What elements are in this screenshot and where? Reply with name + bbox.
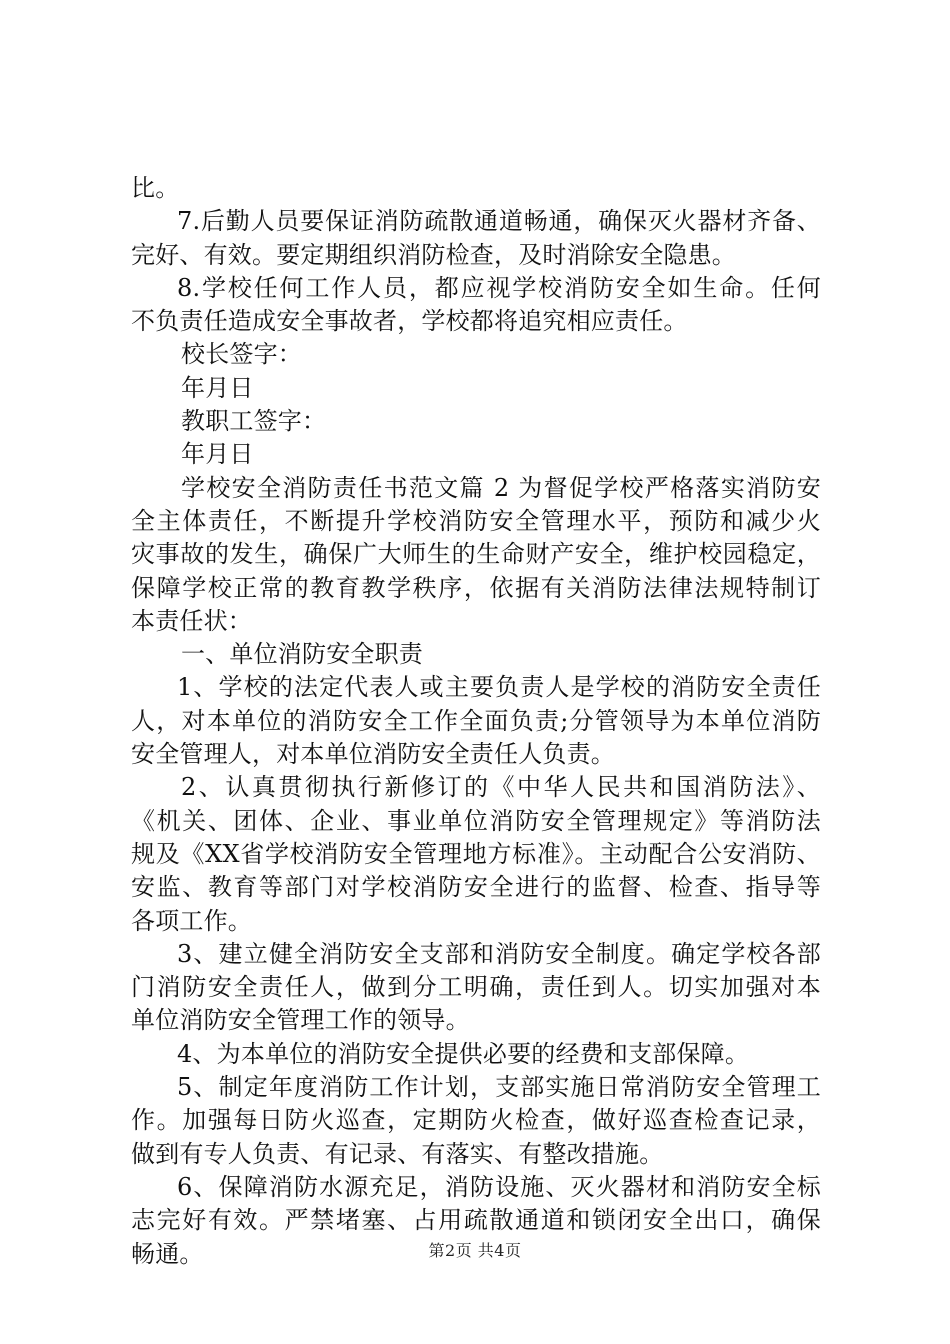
text-line: 4、为本单位的消防安全提供必要的经费和支部保障。	[177, 1039, 750, 1068]
text-line: 作。加强每日防火巡查，定期防火检查，做好巡查检查记录，	[131, 1106, 821, 1135]
text-line: 门消防安全责任人，做到分工明确，责任到人。切实加强对本	[131, 973, 821, 1002]
date-line: 年月日	[181, 373, 254, 402]
signature-label-staff: 教职工签字：	[181, 407, 327, 436]
signature-label-principal: 校长签字：	[181, 340, 302, 369]
text-line: 全主体责任，不断提升学校消防安全管理水平，预防和减少火	[131, 506, 821, 535]
text-line: 5、制定年度消防工作计划，支部实施日常消防安全管理工	[177, 1073, 821, 1102]
text-line: 《机关、团体、企业、事业单位消防安全管理规定》等消防法	[131, 806, 821, 835]
text-line: 7.后勤人员要保证消防疏散通道畅通，确保灭火器材齐备、	[177, 207, 821, 236]
text-line: 学校安全消防责任书范文篇 2 为督促学校严格落实消防安	[181, 473, 821, 502]
document-body	[131, 172, 821, 1271]
text-line: 畅通。	[131, 1239, 204, 1268]
text-line: 8.学校任何工作人员，都应视学校消防安全如生命。任何	[177, 273, 821, 302]
text-line: 保障学校正常的教育教学秩序，依据有关消防法律法规特制订	[131, 573, 821, 602]
text-line: 2、认真贯彻执行新修订的《中华人民共和国消防法》、	[181, 773, 821, 802]
text-line: 完好、有效。要定期组织消防检查，及时消除安全隐患。	[131, 240, 736, 269]
text-line: 1、学校的法定代表人或主要负责人是学校的消防安全责任	[177, 673, 821, 702]
text-line: 比。	[131, 174, 180, 202]
text-line: 本责任状：	[131, 606, 252, 635]
text-line: 3、建立健全消防安全支部和消防安全制度。确定学校各部	[177, 939, 821, 968]
text-line: 灾事故的发生，确保广大师生的生命财产安全，维护校园稳定，	[131, 540, 821, 569]
text-line: 6、保障消防水源充足，消防设施、灭火器材和消防安全标	[177, 1172, 821, 1201]
text-line: 单位消防安全管理工作的领导。	[131, 1006, 470, 1035]
date-line: 年月日	[181, 440, 254, 469]
text-line: 人，对本单位的消防安全工作全面负责;分管领导为本单位消防	[131, 706, 821, 735]
text-line: 安监、教育等部门对学校消防安全进行的监督、检查、指导等	[131, 873, 821, 902]
page-number: 第2页 共4页	[428, 1241, 522, 1260]
text-line: 安全管理人，对本单位消防安全责任人负责。	[131, 740, 615, 769]
text-line: 各项工作。	[131, 906, 252, 935]
text-line: 志完好有效。严禁堵塞、占用疏散通道和锁闭安全出口，确保	[131, 1206, 821, 1235]
text-line: 不负责任造成安全事故者，学校都将追究相应责任。	[131, 307, 688, 336]
section-heading: 一、单位消防安全职责	[181, 640, 423, 669]
text-line: 做到有专人负责、有记录、有落实、有整改措施。	[131, 1139, 664, 1168]
text-line: 规及《XX省学校消防安全管理地方标准》。主动配合公安消防、	[131, 839, 821, 868]
